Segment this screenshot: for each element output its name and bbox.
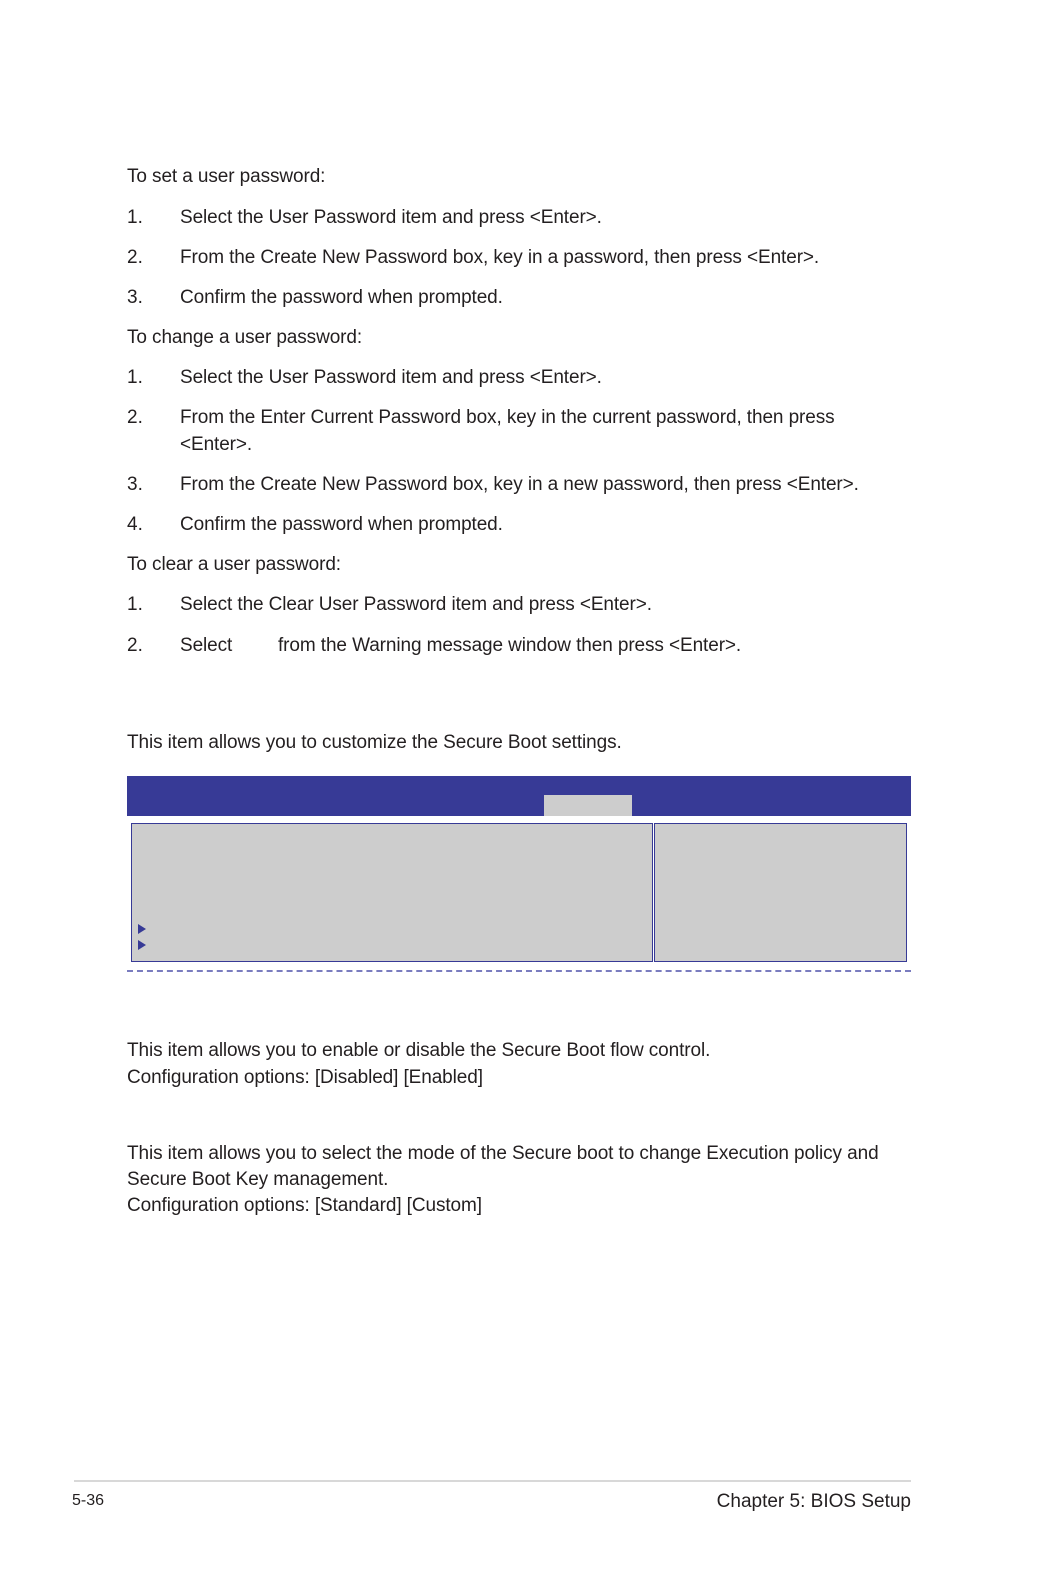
secure-boot-mode-description-line1: This item allows you to select the mode of the Secure boot to change Execution policy and bbox=[127, 1143, 879, 1164]
bios-header-bar bbox=[127, 776, 911, 816]
bios-help-panel bbox=[654, 823, 907, 962]
footer-rule bbox=[74, 1480, 911, 1482]
bios-screen bbox=[127, 776, 911, 976]
set-step-2-number: 2. bbox=[127, 247, 143, 268]
change-step-4-text: Confirm the password when prompted. bbox=[180, 514, 503, 535]
set-step-2-text: From the Create New Password box, key in a password, then press <Enter>. bbox=[180, 247, 820, 268]
change-step-1-number: 1. bbox=[127, 367, 143, 388]
bios-torn-edge bbox=[127, 970, 911, 972]
clear-step-2-text-b: from the Warning message window then press <Enter>. bbox=[278, 635, 742, 656]
clear-step-1-number: 1. bbox=[127, 594, 143, 615]
set-step-1-text: Select the User Password item and press <Enter>. bbox=[180, 207, 602, 228]
set-password-heading: To set a user password: bbox=[127, 166, 326, 187]
change-step-4-number: 4. bbox=[127, 514, 143, 535]
bios-active-tab[interactable] bbox=[544, 795, 632, 816]
page-number: 5-36 bbox=[72, 1492, 105, 1509]
change-step-3-text: From the Create New Password box, key in a new password, then press <Enter>. bbox=[180, 474, 859, 495]
clear-password-heading: To clear a user password: bbox=[127, 554, 341, 575]
secure-boot-control-options: Configuration options: [Disabled] [Enabled] bbox=[127, 1067, 483, 1088]
secure-boot-mode-options: Configuration options: [Standard] [Custom] bbox=[127, 1195, 482, 1216]
secure-boot-menu-description: This item allows you to customize the Secure Boot settings. bbox=[127, 732, 622, 753]
bios-body bbox=[127, 816, 911, 970]
chapter-title: Chapter 5: BIOS Setup bbox=[716, 1491, 911, 1512]
change-step-3-number: 3. bbox=[127, 474, 143, 495]
clear-step-2-number: 2. bbox=[127, 635, 143, 656]
change-step-2-text: From the Enter Current Password box, key in the current password, then press bbox=[180, 407, 835, 428]
arrow-right-icon[interactable] bbox=[138, 924, 146, 934]
set-step-3-text: Confirm the password when prompted. bbox=[180, 287, 503, 308]
secure-boot-mode-description-line2: Secure Boot Key management. bbox=[127, 1169, 389, 1190]
secure-boot-control-description: This item allows you to enable or disable the Secure Boot flow control. bbox=[127, 1040, 711, 1061]
change-password-heading: To change a user password: bbox=[127, 327, 363, 348]
change-step-2-text-continued: <Enter>. bbox=[180, 434, 253, 455]
set-step-3-number: 3. bbox=[127, 287, 143, 308]
clear-step-1-text: Select the Clear User Password item and press <Enter>. bbox=[180, 594, 652, 615]
change-step-2-number: 2. bbox=[127, 407, 143, 428]
clear-step-2-text-a: Select bbox=[180, 635, 233, 656]
arrow-right-icon[interactable] bbox=[138, 940, 146, 950]
bios-menu-panel bbox=[131, 823, 653, 962]
set-step-1-number: 1. bbox=[127, 207, 143, 228]
change-step-1-text: Select the User Password item and press <Enter>. bbox=[180, 367, 602, 388]
